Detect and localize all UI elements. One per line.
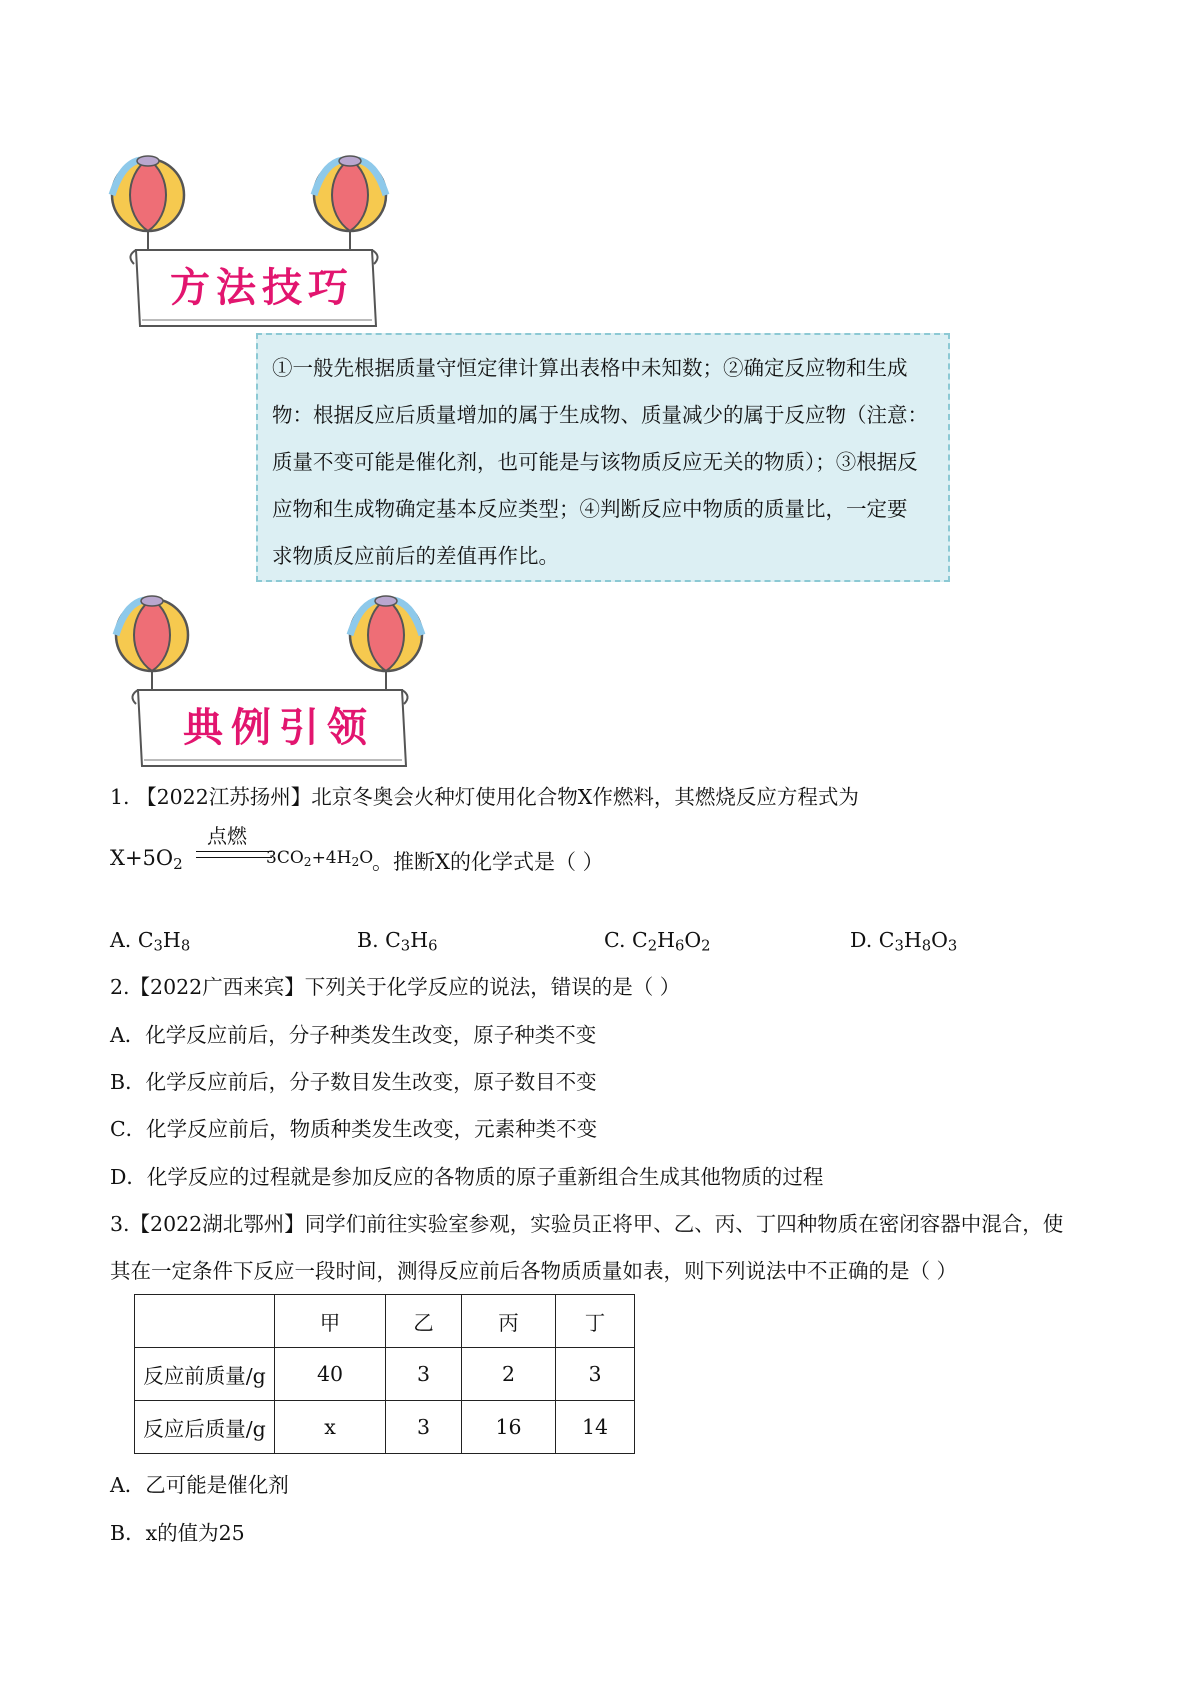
eq-left: $X+5O_2$ bbox=[110, 846, 183, 873]
q1-option-d: D. $C_3H_8O_3$ bbox=[850, 928, 958, 955]
tips-line: 应物和生成物确定基本反应类型；④判断反应中物质的质量比，一定要 bbox=[272, 497, 908, 521]
balloon-left-icon bbox=[116, 596, 188, 698]
q1-option-c: C. $C_2H_6O_2$ bbox=[604, 928, 711, 955]
table-cell: 3 bbox=[556, 1348, 635, 1401]
table-cell: 3 bbox=[386, 1348, 462, 1401]
q3-stem-line1: 3.【2022湖北鄂州】同学们前往实验室参观，实验员正将甲、乙、丙、丁四种物质在密闭容器中混合，使 bbox=[110, 1212, 1064, 1236]
tips-title: 方法技巧 bbox=[170, 265, 354, 311]
q2-stem: 2.【2022广西来宾】下列关于化学反应的说法，错误的是（ ） bbox=[110, 975, 681, 999]
table-cell: x bbox=[275, 1401, 386, 1454]
q2-option-c: C．化学反应前后，物质种类发生改变，元素种类不变 bbox=[110, 1117, 598, 1141]
table-cell: 丁 bbox=[556, 1295, 635, 1348]
q3-option-a: A．乙可能是催化剂 bbox=[110, 1473, 289, 1497]
table-cell: 2 bbox=[462, 1348, 556, 1401]
table-cell: 反应后质量/g bbox=[135, 1401, 275, 1454]
tips-banner bbox=[100, 150, 410, 330]
q1-equation bbox=[110, 820, 810, 880]
table-cell: 14 bbox=[556, 1401, 635, 1454]
tips-line: 质量不变可能是催化剂，也可能是与该物质反应无关的物质）；③根据反 bbox=[272, 450, 918, 474]
table-cell bbox=[135, 1295, 275, 1348]
q1-option-b: B. $C_3H_6$ bbox=[357, 928, 438, 955]
tips-line: ①一般先根据质量守恒定律计算出表格中未知数；②确定反应物和生成 bbox=[272, 356, 908, 380]
tips-line: 物：根据反应后质量增加的属于生成物、质量减少的属于反应物（注意： bbox=[272, 403, 928, 427]
table-row bbox=[135, 1401, 635, 1454]
table-row bbox=[135, 1348, 635, 1401]
q2-option-d: D．化学反应的过程就是参加反应的各物质的原子重新组合生成其他物质的过程 bbox=[110, 1165, 824, 1189]
table-cell: 3 bbox=[386, 1401, 462, 1454]
eq-condition: 点燃 bbox=[207, 824, 247, 848]
q3-stem-line2: 其在一定条件下反应一段时间，测得反应前后各物质质量如表，则下列说法中不正确的是（ ） bbox=[110, 1259, 958, 1283]
balloon-left-icon bbox=[112, 156, 184, 258]
q2-option-b: B．化学反应前后，分子数目发生改变，原子数目不变 bbox=[110, 1070, 597, 1094]
eq-right: $3CO_2+4H_2O$ bbox=[266, 848, 374, 870]
example-title: 典例引领 bbox=[183, 705, 375, 751]
mass-table bbox=[134, 1294, 635, 1454]
table-header-row bbox=[135, 1295, 635, 1348]
tips-box bbox=[256, 333, 950, 582]
balloon-right-icon bbox=[314, 156, 386, 258]
table-cell: 40 bbox=[275, 1348, 386, 1401]
table-cell: 反应前质量/g bbox=[135, 1348, 275, 1401]
q1-stem: 1. 【2022江苏扬州】北京冬奥会火种灯使用化合物X作燃料，其燃烧反应方程式为 bbox=[110, 785, 859, 809]
q2-option-a: A．化学反应前后，分子种类发生改变，原子种类不变 bbox=[110, 1023, 597, 1047]
eq-tail: 。推断X的化学式是（ ） bbox=[372, 850, 604, 874]
eq-arrow bbox=[196, 851, 272, 858]
table-cell: 甲 bbox=[275, 1295, 386, 1348]
table-cell: 16 bbox=[462, 1401, 556, 1454]
q1-option-a: A. $C_3H_8$ bbox=[110, 928, 191, 955]
balloon-right-icon bbox=[350, 596, 422, 698]
example-banner bbox=[100, 590, 440, 770]
table-cell: 丙 bbox=[462, 1295, 556, 1348]
table-cell: 乙 bbox=[386, 1295, 462, 1348]
q3-option-b: B．x的值为25 bbox=[110, 1521, 245, 1545]
tips-line: 求物质反应前后的差值再作比。 bbox=[272, 544, 559, 568]
